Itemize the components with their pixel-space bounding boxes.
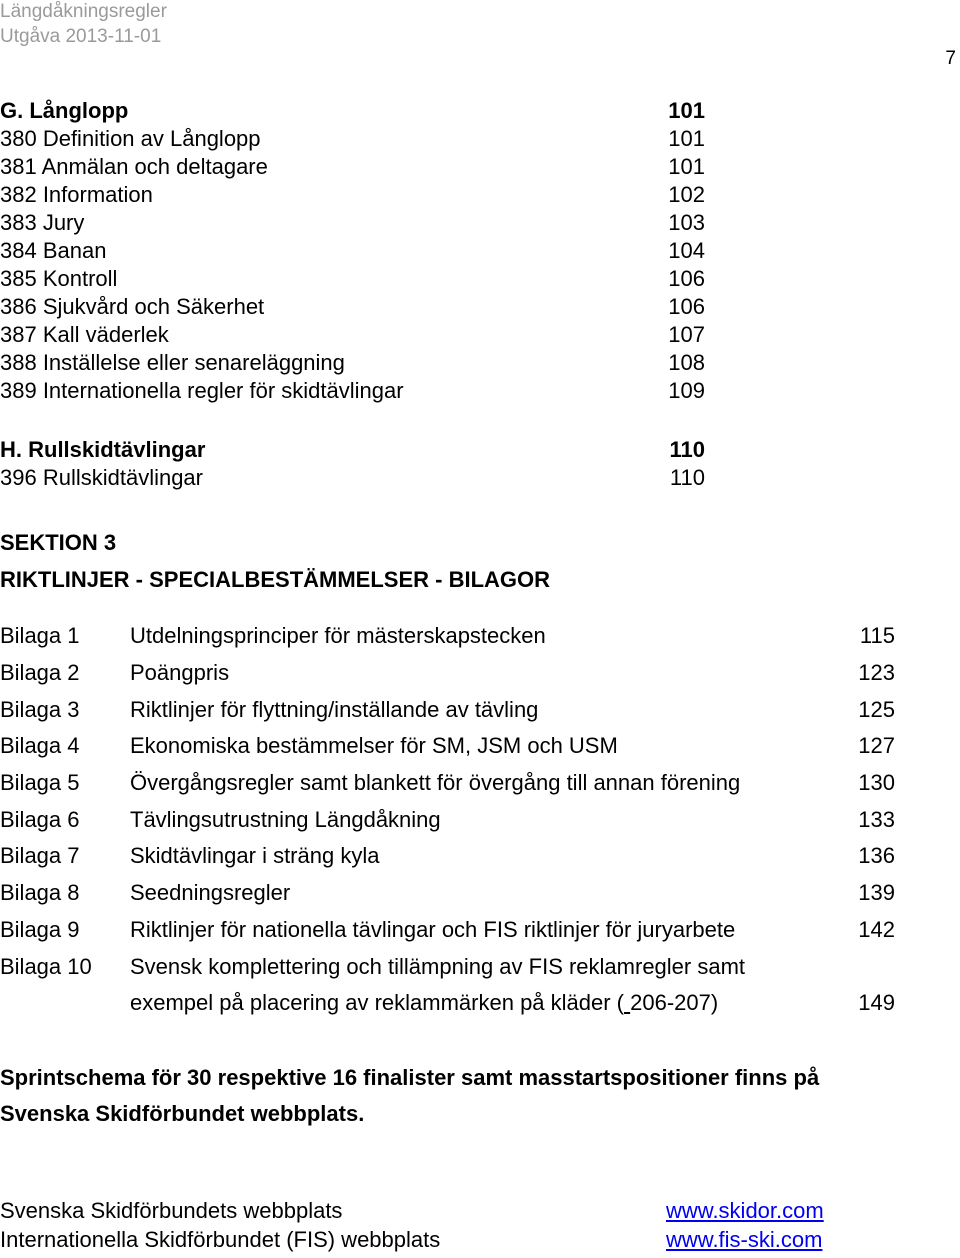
toc-row-label: 381 Anmälan och deltagare — [0, 154, 268, 179]
appendix-title-part: 206-207) — [630, 990, 719, 1015]
footer-label: Svenska Skidförbundets webbplats — [0, 1198, 343, 1223]
toc-row-label: 382 Information — [0, 182, 153, 207]
appendix-row — [0, 916, 895, 944]
toc-row-label: 389 Internationella regler för skidtävlingar — [0, 378, 404, 403]
page-number: 7 — [945, 48, 956, 69]
appendix-row — [0, 879, 895, 907]
appendix-page: 123 — [858, 660, 895, 685]
toc-row — [0, 464, 705, 492]
appendix-page: 149 — [858, 990, 895, 1015]
appendix-page: 127 — [858, 733, 895, 758]
toc-row-page: 104 — [668, 238, 705, 263]
footer-label: Internationella Skidförbundet (FIS) webbplats — [0, 1227, 441, 1252]
section-3-subtitle: RIKTLINJER - SPECIALBESTÄMMELSER - BILAGOR — [0, 567, 551, 592]
appendix-label: Bilaga 2 — [0, 660, 80, 685]
appendix-label: Bilaga 9 — [0, 917, 80, 942]
toc-row-label: 383 Jury — [0, 210, 85, 235]
appendix-title-part: exempel på placering av reklammärken på kläder ( — [130, 990, 625, 1015]
note-line-2: Svenska Skidförbundet webbplats. — [0, 1101, 365, 1126]
toc-row-label: 384 Banan — [0, 238, 107, 263]
toc-heading-label: G. Långlopp — [0, 98, 129, 123]
appendix-title: Tävlingsutrustning Längdåkning — [130, 807, 441, 832]
toc-row — [0, 181, 705, 209]
running-header-title: Längdåkningsregler — [0, 1, 167, 22]
appendix-row — [0, 842, 895, 870]
appendix-label: Bilaga 6 — [0, 807, 80, 832]
appendix-title: Svensk komplettering och tillämpning av FIS reklamregler samt — [130, 954, 746, 979]
appendix-label: Bilaga 3 — [0, 697, 80, 722]
footer-link-skidor[interactable]: www.skidor.com — [666, 1198, 824, 1223]
toc-section-h — [0, 436, 705, 492]
appendix-title: Övergångsregler samt blankett för övergång till annan förening — [130, 770, 741, 795]
appendix-page: 133 — [858, 807, 895, 832]
appendix-row — [0, 622, 895, 650]
toc-row-label: 388 Inställelse eller senareläggning — [0, 350, 345, 375]
toc-row-page: 107 — [668, 322, 705, 347]
appendix-row — [0, 732, 895, 760]
toc-row-page: 108 — [668, 350, 705, 375]
appendix-label: Bilaga 1 — [0, 623, 80, 648]
toc-row — [0, 237, 705, 265]
appendix-row-continuation — [0, 989, 895, 1017]
toc-row — [0, 125, 705, 153]
appendix-label: Bilaga 10 — [0, 954, 92, 979]
toc-row — [0, 349, 705, 377]
appendix-title: Poängpris — [130, 660, 230, 685]
appendix-page: 115 — [859, 623, 895, 648]
appendix-title: Skidtävlingar i sträng kyla — [130, 843, 380, 868]
appendix-label: Bilaga 8 — [0, 880, 80, 905]
toc-row-page: 101 — [668, 154, 705, 179]
appendix-title-continued — [130, 989, 718, 1017]
appendix-page: 125 — [858, 697, 895, 722]
toc-row-page: 106 — [668, 266, 705, 291]
toc-row — [0, 321, 705, 349]
toc-row-page: 109 — [668, 378, 705, 403]
appendix-page: 136 — [858, 843, 895, 868]
appendix-page: 142 — [858, 917, 895, 942]
toc-row-label: 380 Definition av Långlopp — [0, 126, 261, 151]
toc-row-page: 106 — [668, 294, 705, 319]
appendix-title: Utdelningsprinciper för mästerskapstecken — [130, 623, 546, 648]
toc-row — [0, 153, 705, 181]
toc-heading-page: 101 — [668, 98, 705, 123]
running-header-edition: Utgåva 2013-11-01 — [0, 26, 162, 47]
appendix-label: Bilaga 5 — [0, 770, 80, 795]
footer-link-fis[interactable]: www.fis-ski.com — [666, 1227, 823, 1252]
appendix-row — [0, 659, 895, 687]
toc-row — [0, 377, 705, 405]
toc-heading — [0, 436, 705, 464]
toc-row — [0, 209, 705, 237]
toc-row-label: 387 Kall väderlek — [0, 322, 169, 347]
toc-row-page: 102 — [668, 182, 705, 207]
appendix-page: 139 — [858, 880, 895, 905]
appendix-label: Bilaga 4 — [0, 733, 80, 758]
toc-row-label: 385 Kontroll — [0, 266, 118, 291]
appendix-row — [0, 953, 895, 981]
appendix-row — [0, 769, 895, 797]
toc-row-page: 103 — [668, 210, 705, 235]
toc-row-label: 386 Sjukvård och Säkerhet — [0, 294, 265, 319]
appendix-title: Riktlinjer för nationella tävlingar och FIS riktlinjer för juryarbete — [130, 917, 736, 942]
toc-row-label: 396 Rullskidtävlingar — [0, 465, 203, 490]
section-3-title: SEKTION 3 — [0, 530, 117, 555]
appendix-row — [0, 806, 895, 834]
appendix-page: 130 — [858, 770, 895, 795]
appendix-title: Riktlinjer för flyttning/inställande av tävling — [130, 697, 539, 722]
toc-heading — [0, 97, 705, 125]
toc-heading-page: 110 — [669, 437, 705, 462]
toc-heading-label: H. Rullskidtävlingar — [0, 437, 206, 462]
appendix-title: Seedningsregler — [130, 880, 291, 905]
note-line-1: Sprintschema för 30 respektive 16 finalister samt masstartspositioner finns på — [0, 1065, 820, 1090]
toc-section-g — [0, 97, 705, 405]
appendix-row — [0, 696, 895, 724]
appendix-label: Bilaga 7 — [0, 843, 80, 868]
toc-row — [0, 293, 705, 321]
toc-row-page: 110 — [669, 465, 705, 490]
appendix-title: Ekonomiska bestämmelser för SM, JSM och USM — [130, 733, 618, 758]
toc-row-page: 101 — [668, 126, 705, 151]
toc-row — [0, 265, 705, 293]
